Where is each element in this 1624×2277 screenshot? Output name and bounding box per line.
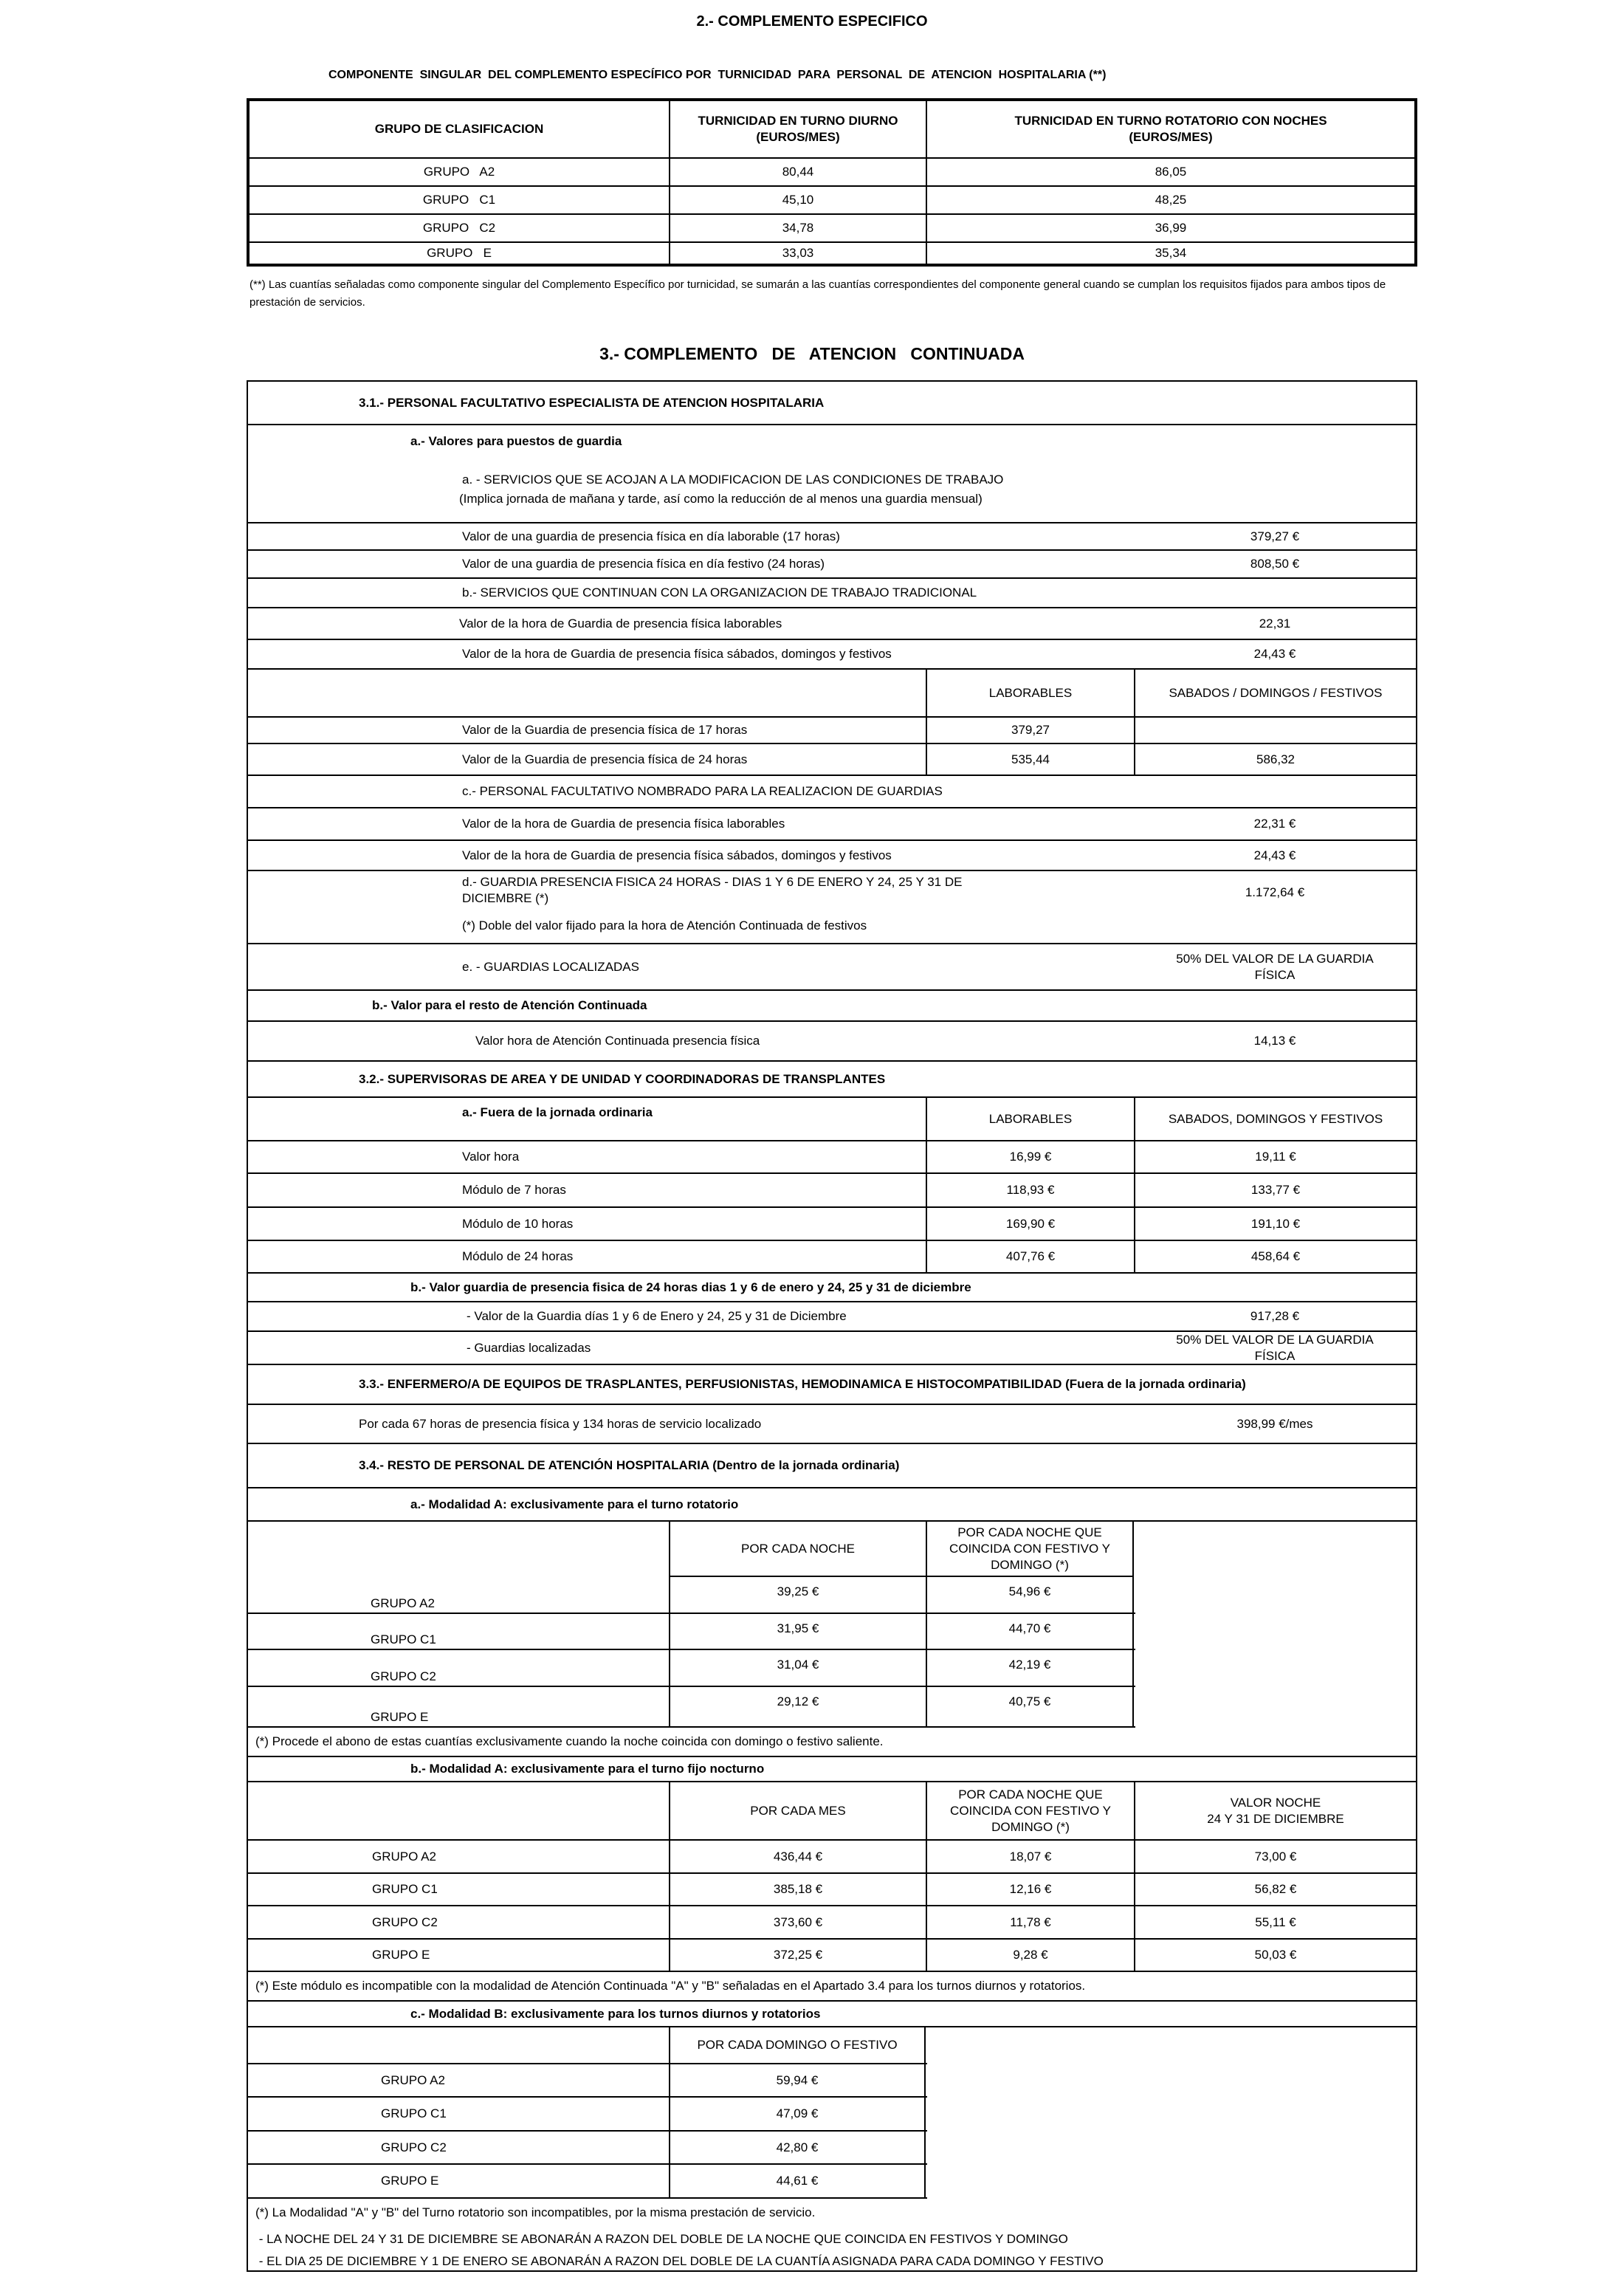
group-label: GRUPO C1 — [371, 1632, 436, 1646]
table-row — [248, 2098, 927, 2132]
group-label: GRUPO E — [372, 1948, 430, 1962]
laborables-value: 535,44 — [926, 744, 1134, 775]
table-row — [248, 1022, 1416, 1062]
subsection-row — [248, 1757, 1416, 1782]
row-label: - Guardias localizadas — [467, 1340, 591, 1355]
table-row — [248, 1174, 1416, 1208]
footnote: - EL DIA 25 DE DICIEMBRE Y 1 DE ENERO SE ABONARÁN A RAZON DEL DOBLE DE LA CUANTÍA ASIGNADA PARA CADA DOMINGO Y FESTIVO — [255, 2254, 1104, 2268]
table-row — [248, 1577, 1135, 1614]
column-header: SABADOS, DOMINGOS Y FESTIVOS — [1134, 1098, 1416, 1140]
row-label: Por cada 67 horas de presencia física y 134 horas de servicio localizado — [359, 1416, 762, 1431]
column-header: TURNICIDAD EN TURNO ROTATORIO CON NOCHES (EUROS/MES) — [926, 101, 1414, 157]
table-header-row — [250, 101, 1414, 159]
row-label: Módulo de 7 horas — [462, 1183, 566, 1197]
table-row — [248, 1841, 1416, 1874]
table-row — [248, 1687, 1135, 1728]
row-value: 379,27 € — [1250, 529, 1300, 543]
group-label: GRUPO C1 — [372, 1882, 438, 1896]
table-row — [248, 808, 1416, 841]
festivo-value: 44,70 € — [926, 1614, 1134, 1649]
footnote: - LA NOCHE DEL 24 Y 31 DE DICIEMBRE SE ABONARÁN A RAZON DEL DOBLE DE LA NOCHE QUE COINCIDA EN FESTIVOS Y DOMINGO — [255, 2232, 1068, 2246]
festivo-value: 40,75 € — [926, 1687, 1134, 1726]
group-label: GRUPO A2 — [381, 2072, 445, 2087]
festivo-value: 42,19 € — [926, 1650, 1134, 1686]
table-row — [248, 1614, 1135, 1650]
row-label: Valor de la hora de Guardia de presencia física sábados, domingos y festivos — [462, 647, 892, 661]
value-cell: 36,99 — [926, 215, 1414, 241]
table-row — [248, 551, 1416, 579]
group-cell: GRUPO C2 — [422, 221, 496, 235]
footnote: (*) La Modalidad "A" y "B" del Turno rotatorio son incompatibles, por la misma prestación de servicio. — [255, 2205, 816, 2219]
row-note: (*) Doble del valor fijado para la hora de Atención Continuada de festivos — [462, 918, 867, 933]
table-row — [248, 523, 1416, 551]
subsection-label: c.- PERSONAL FACULTATIVO NOMBRADO PARA LA REALIZACION DE GUARDIAS — [462, 784, 943, 798]
festivos-value: 19,11 € — [1134, 1141, 1416, 1172]
table-row — [248, 1906, 1416, 1940]
subsection-row — [248, 1488, 1416, 1522]
row-label: Valor de una guardia de presencia física en día festivo (24 horas) — [462, 557, 825, 571]
value-cell: 45,10 — [669, 187, 926, 213]
section-2-footnote: (**) Las cuantías señaladas como componente singular del Complemento Específico por turnicidad, se sumarán a las cuantías correspondientes del componente general cuando se cumplan los requisitos fijados para ambos tipos de prestación de servicios. — [250, 278, 1386, 309]
table-row — [248, 2165, 927, 2199]
section-3-title: 3.- COMPLEMENTO DE ATENCION CONTINUADA — [599, 344, 1025, 363]
mes-value: 385,18 € — [669, 1874, 926, 1905]
row-value: 24,43 € — [1253, 647, 1296, 661]
mes-value: 373,60 € — [669, 1906, 926, 1938]
subsection-row — [248, 1274, 1416, 1302]
laborables-value: 379,27 — [926, 718, 1134, 743]
group-label: GRUPO C2 — [381, 2140, 447, 2154]
row-label: Valor hora — [462, 1150, 520, 1164]
festivo-value: 12,16 € — [926, 1874, 1134, 1905]
group-label: GRUPO C2 — [371, 1669, 436, 1683]
value-cell: 80,44 — [669, 159, 926, 185]
section-3-1-header — [248, 382, 1416, 425]
row-label: Valor de la hora de Guardia de presencia física sábados, domingos y festivos — [462, 848, 892, 862]
row-label: Valor de la Guardia de presencia física de 24 horas — [462, 752, 748, 766]
section-3-3-header — [248, 1365, 1416, 1405]
table-row — [248, 1241, 1416, 1274]
table-row — [248, 1405, 1416, 1444]
table-row — [250, 243, 1414, 264]
festivo-value: 54,96 € — [926, 1577, 1134, 1613]
table-header-row — [248, 2027, 927, 2064]
festivos-value: 458,64 € — [1134, 1241, 1416, 1272]
column-header: POR CADA NOCHE — [669, 1522, 926, 1577]
table-row — [250, 187, 1414, 215]
laborables-value: 169,90 € — [926, 1208, 1134, 1240]
atencion-continuada-table — [247, 380, 1417, 2272]
column-header: POR CADA DOMINGO O FESTIVO — [669, 2027, 926, 2063]
festivo-value: 18,07 € — [926, 1841, 1134, 1872]
section-heading: 3.4.- RESTO DE PERSONAL DE ATENCIÓN HOSPITALARIA (Dentro de la jornada ordinaria) — [359, 1458, 900, 1472]
subsection-row — [248, 579, 1416, 608]
festivo-value: 11,78 € — [926, 1906, 1134, 1938]
table-row — [248, 2132, 927, 2165]
table-header-row — [248, 1522, 1135, 1577]
table-row — [248, 841, 1416, 871]
row-value: 1.172,64 € — [1245, 885, 1305, 899]
group-label: GRUPO E — [371, 1710, 429, 1724]
row-label: Módulo de 24 horas — [462, 1249, 574, 1263]
group-cell: GRUPO A2 — [423, 165, 495, 179]
subsection-heading: a.- Valores para puestos de guardia — [410, 434, 622, 448]
table-header-row — [248, 1782, 1416, 1841]
diciembre-value: 56,82 € — [1134, 1874, 1416, 1905]
footnote-row — [248, 1728, 1416, 1757]
row-value: 22,31 € — [1253, 817, 1296, 831]
table-header-row — [248, 670, 1416, 718]
subsection-label: a. - SERVICIOS QUE SE ACOJAN A LA MODIFICACION DE LAS CONDICIONES DE TRABAJO — [462, 473, 1004, 487]
value-cell: 86,05 — [926, 159, 1414, 185]
section-heading: 3.3.- ENFERMERO/A DE EQUIPOS DE TRASPLANTES, PERFUSIONISTAS, HEMODINAMICA E HISTOCOMPATIBILIDAD (Fuera de la jornada ordinaria) — [359, 1377, 1246, 1391]
mes-value: 436,44 € — [669, 1841, 926, 1872]
group-label: GRUPO C1 — [381, 2106, 447, 2120]
noche-value: 39,25 € — [669, 1577, 926, 1613]
diciembre-value: 50,03 € — [1134, 1940, 1416, 1971]
subsection-row — [248, 991, 1416, 1022]
row-label: Valor de la hora de Guardia de presencia física laborables — [462, 817, 785, 831]
subsection-row — [248, 2002, 1416, 2027]
mes-value: 372,25 € — [669, 1940, 926, 1971]
section-2-title: 2.- COMPLEMENTO ESPECIFICO — [696, 13, 928, 30]
row-label: Módulo de 10 horas — [462, 1216, 574, 1231]
domingo-festivo-value: 59,94 € — [669, 2064, 926, 2096]
footnote-row — [248, 1972, 1416, 2002]
subsection-heading: b.- Valor guardia de presencia fisica de 24 horas dias 1 y 6 de enero y 24, 25 y 31 de diciembre — [410, 1280, 971, 1294]
subsection-heading: b.- Modalidad A: exclusivamente para el turno fijo nocturno — [410, 1762, 765, 1776]
footnote: (*) Procede el abono de estas cuantías exclusivamente cuando la noche coincida con domingo o festivo saliente. — [255, 1734, 884, 1748]
table-row — [248, 2064, 927, 2098]
festivos-value: 191,10 € — [1134, 1208, 1416, 1240]
festivos-value — [1134, 718, 1416, 743]
subsection-heading: b.- Valor para el resto de Atención Continuada — [372, 998, 647, 1012]
table-row — [248, 1650, 1135, 1687]
table-row — [248, 1940, 1416, 1972]
column-header: TURNICIDAD EN TURNO DIURNO (EUROS/MES) — [669, 101, 926, 157]
noche-value: 31,95 € — [669, 1614, 926, 1649]
table-row — [248, 1302, 1416, 1332]
row-label: Valor de una guardia de presencia física en día laborable (17 horas) — [462, 529, 840, 543]
column-header: LABORABLES — [926, 670, 1134, 716]
row-value: 14,13 € — [1253, 1034, 1296, 1048]
group-label: GRUPO C2 — [372, 1914, 438, 1929]
laborables-value: 407,76 € — [926, 1241, 1134, 1272]
column-header: LABORABLES — [926, 1098, 1134, 1140]
section-heading: 3.2.- SUPERVISORAS DE AREA Y DE UNIDAD Y COORDINADORAS DE TRANSPLANTES — [359, 1071, 886, 1086]
group-label: GRUPO A2 — [372, 1849, 436, 1864]
row-label: d.- GUARDIA PRESENCIA FISICA 24 HORAS - DIAS 1 Y 6 DE ENERO Y 24, 25 Y 31 DE DICIEMBRE (*) — [462, 875, 963, 905]
row-value: 917,28 € — [1250, 1309, 1300, 1323]
subsection-heading: a.- Modalidad A: exclusivamente para el turno rotatorio — [410, 1497, 739, 1511]
festivos-value: 586,32 — [1134, 744, 1416, 775]
table-row — [250, 215, 1414, 243]
row-label: Valor hora de Atención Continuada presencia física — [475, 1034, 760, 1048]
row-value: 22,31 — [1259, 616, 1291, 631]
row-label: Valor de la hora de Guardia de presencia física laborables — [459, 616, 782, 631]
festivos-value: 133,77 € — [1134, 1174, 1416, 1206]
section-3-2-header — [248, 1062, 1416, 1098]
row-label: Valor de la Guardia de presencia física de 17 horas — [462, 723, 748, 737]
column-header: POR CADA MES — [669, 1782, 926, 1839]
section-3-4-header — [248, 1444, 1416, 1488]
subsection-heading: c.- Modalidad B: exclusivamente para los turnos diurnos y rotatorios — [410, 2006, 821, 2021]
group-label: GRUPO A2 — [371, 1596, 435, 1610]
subsection-heading: a.- Fuera de la jornada ordinaria — [462, 1105, 653, 1119]
table-row — [248, 718, 1416, 744]
column-header: VALOR NOCHE 24 Y 31 DE DICIEMBRE — [1134, 1782, 1416, 1839]
domingo-festivo-value: 47,09 € — [669, 2098, 926, 2130]
column-header: POR CADA NOCHE QUE COINCIDA CON FESTIVO Y DOMINGO (*) — [926, 1522, 1134, 1577]
section-2-subtitle: COMPONENTE SINGULAR DEL COMPLEMENTO ESPECÍFICO POR TURNICIDAD PARA PERSONAL DE ATENCION HOSPITALARIA (**) — [328, 69, 1107, 81]
row-value: 808,50 € — [1250, 557, 1300, 571]
table-row — [248, 871, 1416, 944]
group-cell: GRUPO E — [427, 246, 492, 260]
turnicidad-table — [247, 98, 1417, 267]
noche-value: 31,04 € — [669, 1650, 926, 1686]
section-heading: 3.1.- PERSONAL FACULTATIVO ESPECIALISTA DE ATENCION HOSPITALARIA — [359, 395, 825, 410]
table-row — [248, 608, 1416, 640]
table-row — [248, 640, 1416, 670]
table-row — [248, 1208, 1416, 1241]
subsection-note: (Implica jornada de mañana y tarde, así como la reducción de al menos una guardia mensual) — [459, 492, 983, 506]
table-row — [248, 944, 1416, 991]
column-header: GRUPO DE CLASIFICACION — [374, 122, 544, 136]
row-value: 24,43 € — [1253, 848, 1296, 862]
diciembre-value: 73,00 € — [1134, 1841, 1416, 1872]
value-cell: 33,03 — [669, 243, 926, 264]
row-label: - Valor de la Guardia días 1 y 6 de Enero y 24, 25 y 31 de Diciembre — [467, 1309, 847, 1323]
diciembre-value: 55,11 € — [1134, 1906, 1416, 1938]
guardia-values-block — [248, 425, 1416, 523]
table-row — [248, 744, 1416, 776]
table-row — [248, 1141, 1416, 1174]
value-cell: 35,34 — [926, 243, 1414, 264]
subsection-row — [248, 776, 1416, 808]
value-cell: 48,25 — [926, 187, 1414, 213]
table-row — [248, 1874, 1416, 1906]
laborables-value: 16,99 € — [926, 1141, 1134, 1172]
row-label: e. - GUARDIAS LOCALIZADAS — [462, 959, 639, 974]
row-value: 398,99 €/mes — [1236, 1416, 1313, 1431]
group-label: GRUPO E — [381, 2174, 439, 2188]
footnote: (*) Este módulo es incompatible con la modalidad de Atención Continuada "A" y "B" señaladas en el Apartado 3.4 para los turnos diurnos y rotatorios. — [255, 1979, 1086, 1993]
noche-value: 29,12 € — [669, 1687, 926, 1726]
column-header: SABADOS / DOMINGOS / FESTIVOS — [1134, 670, 1416, 716]
column-header: POR CADA NOCHE QUE COINCIDA CON FESTIVO Y DOMINGO (*) — [926, 1782, 1134, 1839]
laborables-value: 118,93 € — [926, 1174, 1134, 1206]
table-row — [250, 159, 1414, 187]
row-value: 50% DEL VALOR DE LA GUARDIA FÍSICA — [1176, 1332, 1374, 1363]
table-header-row — [248, 1098, 1416, 1141]
group-cell: GRUPO C1 — [422, 193, 496, 207]
domingo-festivo-value: 42,80 € — [669, 2132, 926, 2163]
table-row — [248, 1332, 1416, 1365]
value-cell: 34,78 — [669, 215, 926, 241]
festivo-value: 9,28 € — [926, 1940, 1134, 1971]
domingo-festivo-value: 44,61 € — [669, 2165, 926, 2197]
subsection-label: b.- SERVICIOS QUE CONTINUAN CON LA ORGANIZACION DE TRABAJO TRADICIONAL — [462, 585, 977, 600]
row-value: 50% DEL VALOR DE LA GUARDIA FÍSICA — [1176, 951, 1374, 982]
